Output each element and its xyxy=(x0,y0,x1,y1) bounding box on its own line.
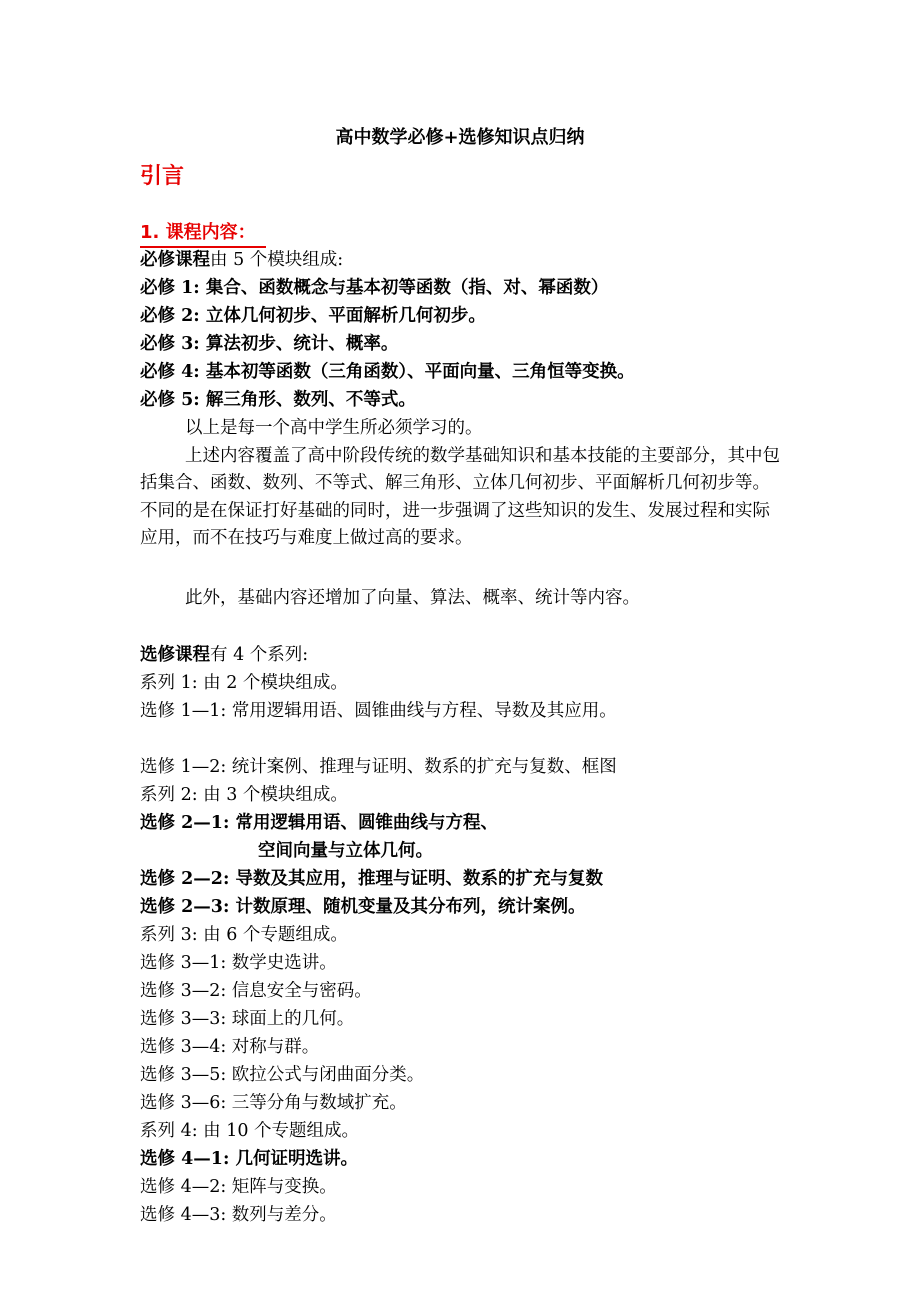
elective-3-3: 选修 3—3: 球面上的几何。 xyxy=(140,1009,355,1029)
elective-4-1: 选修 4—1: 几何证明选讲。 xyxy=(140,1149,358,1169)
elective-3-6: 选修 3—6: 三等分角与数域扩充。 xyxy=(140,1093,407,1113)
document-title: 高中数学必修+选修知识点归纳 xyxy=(335,127,585,148)
elective-lead xyxy=(140,642,308,668)
required-module-5: 必修 5: 解三角形、数列、不等式。 xyxy=(140,390,416,410)
elective-lead-bold: 选修课程 xyxy=(140,645,210,665)
intro-heading: 引言 xyxy=(140,164,185,189)
elective-4-3: 选修 4—3: 数列与差分。 xyxy=(140,1205,337,1225)
elective-3-4: 选修 3—4: 对称与群。 xyxy=(140,1037,320,1057)
elective-2-3: 选修 2—3: 计数原理、随机变量及其分布列，统计案例。 xyxy=(140,897,586,917)
required-lead xyxy=(140,247,343,273)
series-1: 系列 1: 由 2 个模块组成。 xyxy=(140,673,348,693)
paragraph-2: 上述内容覆盖了高中阶段传统的数学基础知识和基本技能的主要部分，其中包括集合、函数、数列、不等式、解三角形、立体几何初步、平面解析几何初步等。不同的是在保证打好基础的同时，进一步强调了这些知识的发生、发展过程和实际应用，而不在技巧与难度上做过高的要求。 xyxy=(140,446,780,549)
elective-3-5: 选修 3—5: 欧拉公式与闭曲面分类。 xyxy=(140,1065,425,1085)
paragraph-3: 此外，基础内容还增加了向量、算法、概率、统计等内容。 xyxy=(185,588,640,608)
required-lead-bold: 必修课程 xyxy=(140,250,210,270)
elective-3-1: 选修 3—1: 数学史选讲。 xyxy=(140,953,337,973)
elective-2-1: 选修 2—1: 常用逻辑用语、圆锥曲线与方程、 xyxy=(140,813,498,833)
required-module-2: 必修 2: 立体几何初步、平面解析几何初步。 xyxy=(140,306,486,326)
elective-2-2: 选修 2—2: 导数及其应用，推理与证明、数系的扩充与复数 xyxy=(140,869,603,889)
elective-lead-rest: 有 4 个系列: xyxy=(210,645,309,665)
series-4: 系列 4: 由 10 个专题组成。 xyxy=(140,1121,360,1141)
required-lead-rest: 由 5 个模块组成: xyxy=(210,250,344,270)
elective-3-2: 选修 3—2: 信息安全与密码。 xyxy=(140,981,372,1001)
elective-1-1: 选修 1—1: 常用逻辑用语、圆锥曲线与方程、导数及其应用。 xyxy=(140,701,617,721)
series-3: 系列 3: 由 6 个专题组成。 xyxy=(140,925,348,945)
required-module-4: 必修 4: 基本初等函数（三角函数）、平面向量、三角恒等变换。 xyxy=(140,362,635,382)
course-content-heading: 1. 课程内容： xyxy=(140,220,266,248)
elective-2-1-continued: 空间向量与立体几何。 xyxy=(258,841,433,861)
series-2: 系列 2: 由 3 个模块组成。 xyxy=(140,785,348,805)
required-module-1: 必修 1: 集合、函数概念与基本初等函数（指、对、幂函数） xyxy=(140,278,609,298)
elective-1-2: 选修 1—2: 统计案例、推理与证明、数系的扩充与复数、框图 xyxy=(140,757,617,777)
paragraph-1: 以上是每一个高中学生所必须学习的。 xyxy=(185,418,483,438)
required-module-3: 必修 3: 算法初步、统计、概率。 xyxy=(140,334,399,354)
elective-4-2: 选修 4—2: 矩阵与变换。 xyxy=(140,1177,337,1197)
